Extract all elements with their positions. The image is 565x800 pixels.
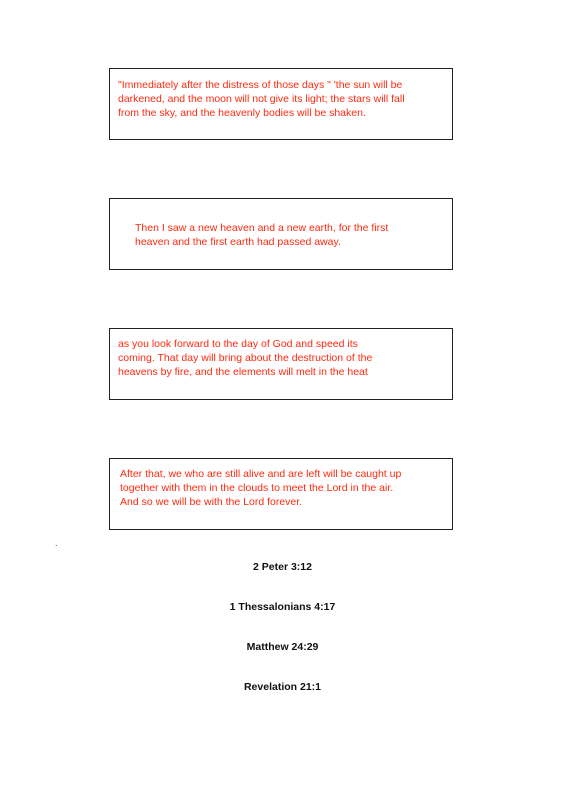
verse-text-4: After that, we who are still alive and are left will be caught up together with them in the clouds to meet the Lord in the air. And so we will be with the Lord forever. bbox=[120, 468, 402, 508]
verse-text-1: "Immediately after the distress of those days " 'the sun will be darkened, and the moon will not give its light; the stars will fall from the sky, and the heavenly bodies will be shaken. bbox=[118, 79, 405, 119]
reference-4: Revelation 21:1 bbox=[243, 681, 322, 693]
reference-2: 1 Thessalonians 4:17 bbox=[229, 601, 336, 613]
verse-box-1 bbox=[109, 68, 453, 140]
verse-text-2: Then I saw a new heaven and a new earth, for the first heaven and the first earth had passed away. bbox=[135, 222, 389, 248]
verse-box-3 bbox=[109, 328, 453, 400]
reference-1: 2 Peter 3:12 bbox=[253, 561, 312, 573]
verse-text-3: as you look forward to the day of God and speed its coming. That day will bring about the destruction of the heavens by fire, and the elements will melt in the heat bbox=[118, 338, 373, 378]
reference-3: Matthew 24:29 bbox=[246, 641, 319, 653]
stray-mark: . bbox=[55, 538, 58, 548]
verse-box-4 bbox=[109, 458, 453, 530]
verse-box-2 bbox=[109, 198, 453, 270]
